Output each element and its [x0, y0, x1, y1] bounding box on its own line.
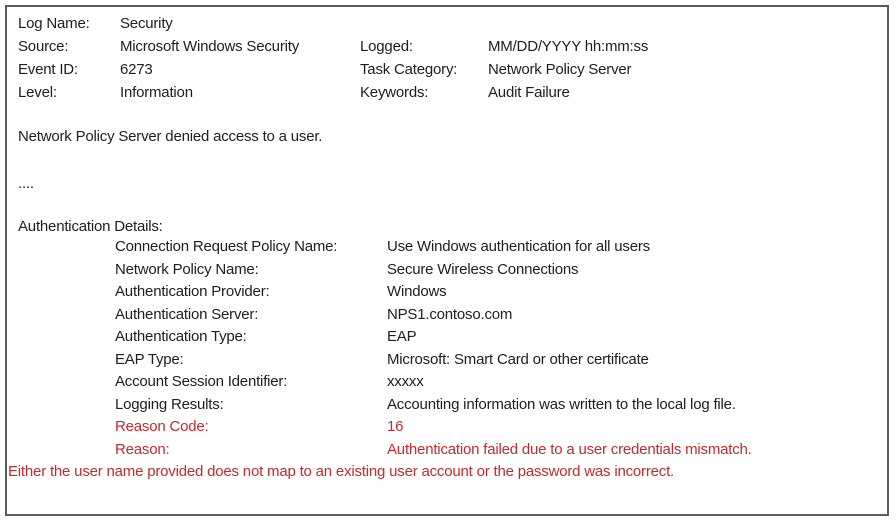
- row-account-session-id: [18, 373, 883, 396]
- auth-details-heading: Authentication Details:: [18, 218, 163, 235]
- detail-label: Authentication Type:: [115, 328, 247, 345]
- detail-value: Secure Wireless Connections: [387, 260, 579, 278]
- event-header-row: [18, 38, 883, 61]
- reason-continuation-text: Either the user name provided does not map to an existing user account or the password was incorrect.: [8, 463, 674, 480]
- detail-label: Authentication Server:: [115, 305, 259, 323]
- detail-value: Use Windows authentication for all users: [387, 238, 650, 255]
- log-name-value: Security: [120, 15, 173, 32]
- detail-value: Authentication failed due to a user credentials mismatch.: [387, 440, 752, 458]
- detail-label: Reason:: [115, 440, 170, 458]
- detail-value: Windows: [387, 283, 447, 300]
- detail-label: Authentication Provider:: [115, 283, 270, 300]
- row-auth-provider: [18, 283, 883, 306]
- detail-value: EAP: [387, 328, 417, 345]
- detail-value: NPS1.contoso.com: [387, 305, 513, 323]
- detail-value: xxxxx: [387, 373, 424, 390]
- log-name-label: Log Name:: [18, 15, 90, 32]
- task-category-value: Network Policy Server: [488, 61, 632, 78]
- detail-label: EAP Type:: [115, 350, 184, 368]
- event-id-label: Event ID:: [18, 61, 78, 78]
- detail-label: Network Policy Name:: [115, 260, 259, 278]
- row-logging-results: [18, 396, 883, 419]
- keywords-value: Audit Failure: [488, 84, 570, 101]
- ellipsis-text: ....: [18, 175, 34, 192]
- source-label: Source:: [18, 38, 69, 55]
- event-header-row: [18, 15, 883, 38]
- logged-label: Logged:: [360, 38, 413, 55]
- logged-value: MM/DD/YYYY hh:mm:ss: [488, 38, 649, 55]
- event-description: Network Policy Server denied access to a user.: [18, 128, 323, 145]
- event-header-row: [18, 84, 883, 107]
- event-id-value: 6273: [120, 61, 153, 78]
- row-auth-server: [18, 306, 883, 329]
- task-category-label: Task Category:: [360, 61, 458, 78]
- row-reason-code: [18, 418, 883, 441]
- detail-value: Microsoft: Smart Card or other certificate: [387, 350, 649, 368]
- source-value: Microsoft Windows Security: [120, 38, 300, 55]
- detail-label: Connection Request Policy Name:: [115, 238, 338, 255]
- row-eap-type: [18, 351, 883, 374]
- detail-label: Logging Results:: [115, 395, 224, 413]
- event-header-row: [18, 61, 883, 84]
- row-connection-request-policy: [18, 238, 883, 261]
- level-value: Information: [120, 84, 193, 101]
- detail-value: Accounting information was written to the local log file.: [387, 395, 736, 413]
- row-network-policy: [18, 261, 883, 284]
- event-detail-content: [8, 15, 883, 486]
- event-detail-panel: [5, 5, 889, 516]
- detail-value: 16: [387, 418, 404, 435]
- keywords-label: Keywords:: [360, 84, 429, 101]
- detail-label: Account Session Identifier:: [115, 373, 288, 390]
- level-label: Level:: [18, 84, 57, 101]
- row-auth-type: [18, 328, 883, 351]
- detail-label: Reason Code:: [115, 418, 209, 435]
- row-reason: [18, 441, 883, 464]
